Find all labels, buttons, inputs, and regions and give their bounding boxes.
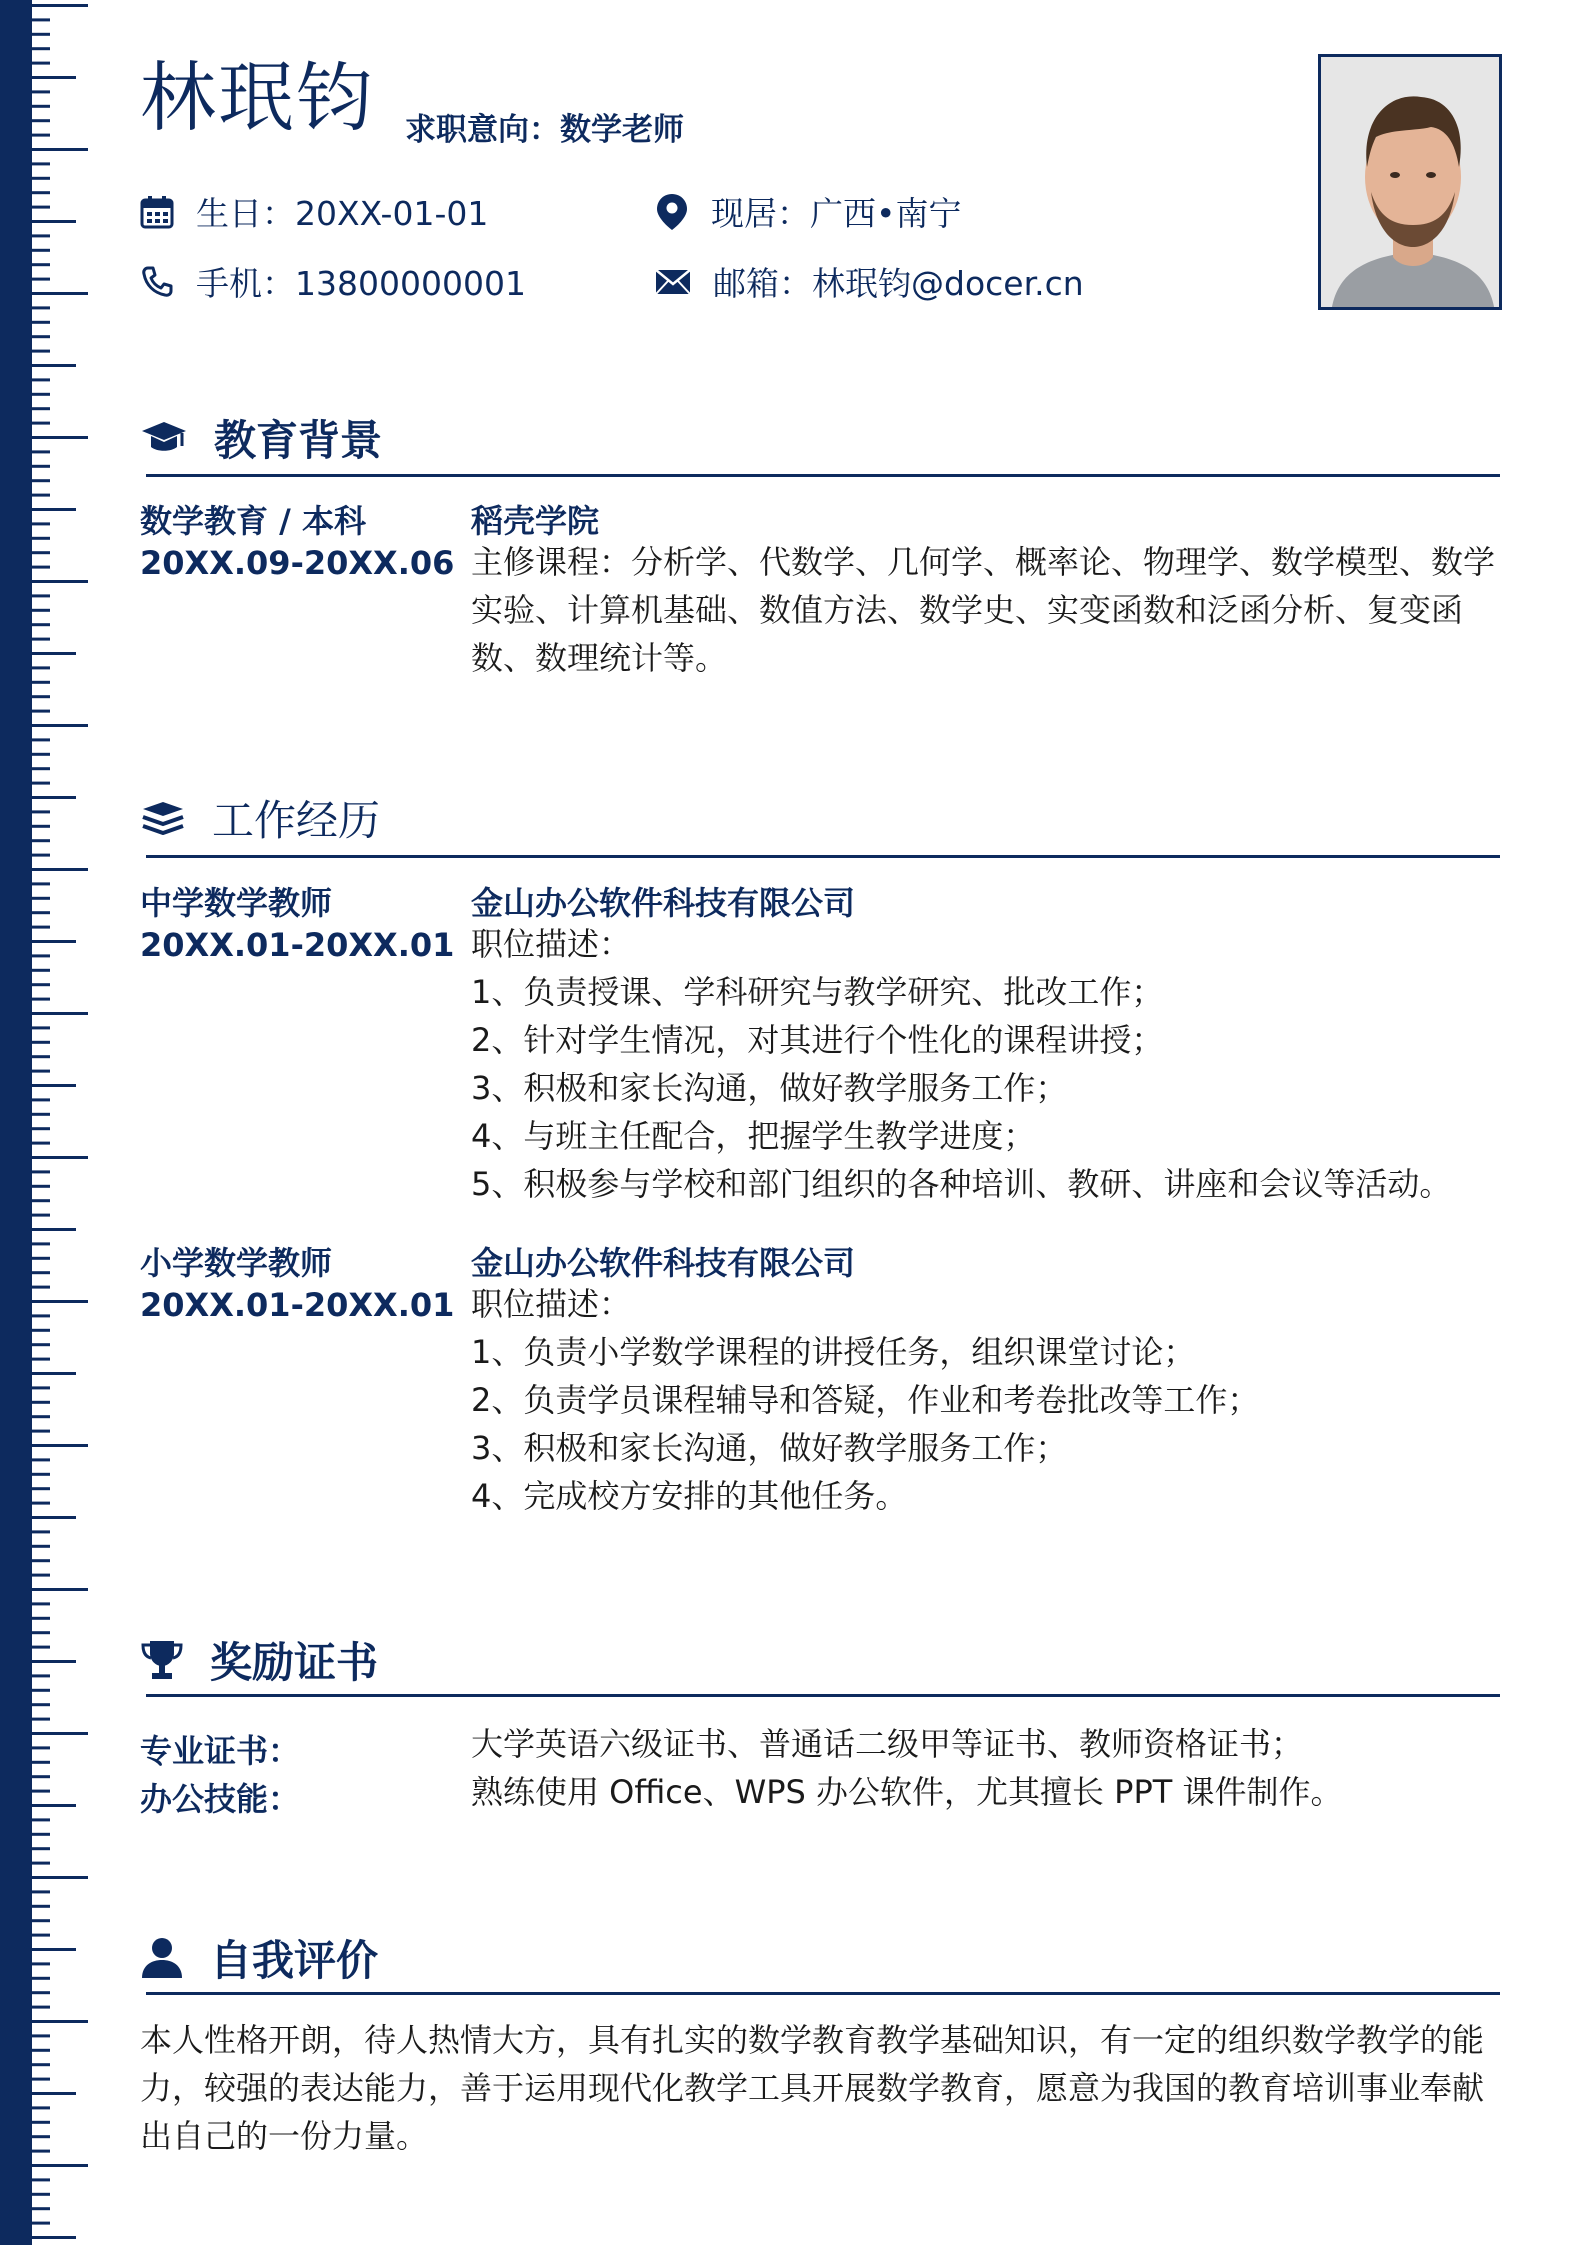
job2-item: 2、负责学员课程辅导和答疑，作业和考卷批改等工作；: [471, 1381, 1260, 1419]
education-courses: 主修课程：分析学、代数学、几何学、概率论、物理学、数学模型、数学实验、计算机基础、数值方法、数学史、实变函数和泛函分析、复变函数、数理统计等。: [471, 543, 1496, 677]
cert-value: 大学英语六级证书、普通话二级甲等证书、教师资格证书；: [471, 1725, 1304, 1763]
section-title-education: [140, 408, 382, 468]
profile-photo: [1318, 54, 1502, 310]
stack-icon: [140, 801, 186, 835]
education-major: 数学教育 / 本科: [140, 502, 366, 540]
trophy-icon: [140, 1639, 184, 1681]
birthday-row: [140, 188, 488, 235]
phone-row: [140, 258, 526, 305]
job2-period: 20XX.01-20XX.01: [140, 1286, 455, 1324]
job1-item: 4、与班主任配合，把握学生教学进度；: [471, 1117, 1036, 1155]
job1-desc-label: 职位描述：: [471, 925, 632, 963]
email-text: 邮箱：林珉钧@docer.cn: [713, 264, 1084, 303]
phone-icon: [140, 265, 174, 299]
location-icon: [655, 193, 689, 231]
self-title: 自我评价: [210, 1936, 379, 1985]
job1-item: 5、积极参与学校和部门组织的各种培训、教研、讲座和会议等活动。: [471, 1165, 1452, 1203]
section-divider: [146, 855, 1500, 858]
section-title-self: [140, 1928, 378, 1988]
job1-company: 金山办公软件科技有限公司: [471, 884, 856, 922]
section-divider: [146, 1992, 1500, 1995]
job1-item: 3、积极和家长沟通，做好教学服务工作；: [471, 1069, 1068, 1107]
job1-item: 1、负责授课、学科研究与教学研究、批改工作；: [471, 973, 1164, 1011]
awards-title: 奖励证书: [210, 1638, 379, 1687]
section-title-work: [140, 788, 380, 848]
calendar-icon: [140, 195, 174, 229]
job-intent: 求职意向：数学老师: [405, 112, 684, 148]
education-period: 20XX.09-20XX.06: [140, 544, 455, 582]
email-row: [655, 258, 1084, 305]
job1-item: 2、针对学生情况，对其进行个性化的课程讲授；: [471, 1021, 1164, 1059]
mail-icon: [655, 268, 691, 296]
job2-item: 1、负责小学数学课程的讲授任务，组织课堂讨论；: [471, 1333, 1196, 1371]
job2-desc-label: 职位描述：: [471, 1285, 632, 1323]
cert-label: 专业证书：: [140, 1732, 301, 1770]
section-title-awards: [140, 1630, 378, 1690]
ruler-decoration: [0, 0, 110, 2245]
residence-row: [655, 188, 961, 235]
graduation-cap-icon: [140, 420, 188, 456]
job2-role: 小学数学教师: [140, 1244, 333, 1282]
skill-value: 熟练使用 Office、WPS 办公软件，尤其擅长 PPT 课件制作。: [471, 1773, 1343, 1811]
section-divider: [146, 474, 1500, 477]
education-school: 稻壳学院: [471, 502, 600, 540]
candidate-name: 林珉钧: [140, 53, 374, 142]
phone-text: 手机：13800000001: [196, 264, 526, 303]
job2-item: 4、完成校方安排的其他任务。: [471, 1477, 908, 1515]
work-title: 工作经历: [212, 796, 381, 845]
job1-role: 中学数学教师: [140, 884, 333, 922]
job2-item: 3、积极和家长沟通，做好教学服务工作；: [471, 1429, 1068, 1467]
education-title: 教育背景: [214, 416, 383, 465]
job1-period: 20XX.01-20XX.01: [140, 926, 455, 964]
skill-label: 办公技能：: [140, 1780, 301, 1818]
user-icon: [140, 1937, 184, 1979]
self-evaluation-text: 本人性格开朗，待人热情大方，具有扎实的数学教育教学基础知识，有一定的组织数学教学的能力，较强的表达能力，善于运用现代化教学工具开展数学教育，愿意为我国的教育培训事业奉献出自己的一份力量。: [140, 2021, 1485, 2155]
residence-text: 现居：广西•南宁: [711, 194, 962, 233]
job2-company: 金山办公软件科技有限公司: [471, 1244, 856, 1282]
section-divider: [146, 1694, 1500, 1697]
birthday-text: 生日：20XX-01-01: [196, 194, 489, 233]
